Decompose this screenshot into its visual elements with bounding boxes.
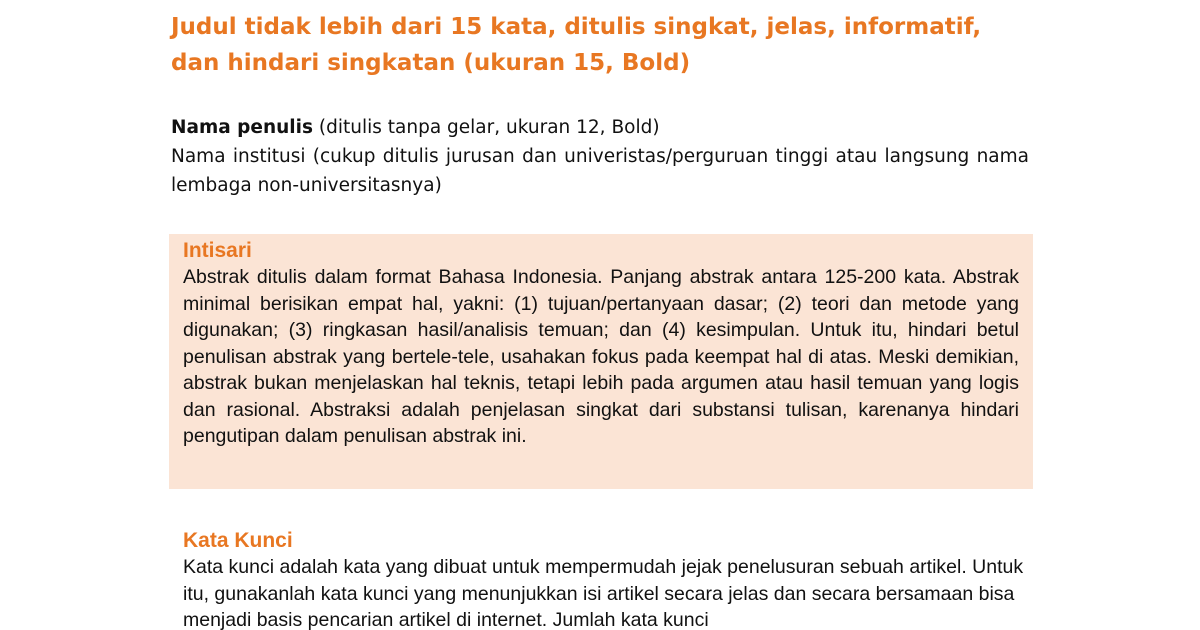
keyword-heading: Kata Kunci: [183, 529, 293, 552]
author-name-note: (ditulis tanpa gelar, ukuran 12, Bold): [313, 117, 660, 138]
article-title: Judul tidak lebih dari 15 kata, ditulis singkat, jelas, informatif, dan hindari singkatan (ukuran 15, Bold): [171, 14, 982, 76]
abstract-box: [169, 234, 1033, 489]
author-name-label: Nama penulis: [171, 117, 313, 138]
keyword-section: [183, 528, 1033, 630]
abstract-text: Abstrak ditulis dalam format Bahasa Indonesia. Panjang abstrak antara 125-200 kata. Abstrak minimal berisikan empat hal, yakni: (1) tujuan/pertanyaan dasar; (2) teori dan metode yang digunakan; (3) ringkasan hasil/analisis temuan; dan (4) kesimpulan. Untuk itu, hindari betul penulisan abstrak yang bertele-tele, usahakan fokus pada keempat hal di atas. Meski demikian, abstrak bukan menjelaskan hal teknis, tetapi lebih pada argumen atau hasil temuan yang logis dan rasional. Abstraksi adalah penjelasan singkat dari substansi tulisan, karenanya hindari pengutipan dalam penulisan abstrak ini.: [183, 266, 1019, 447]
keyword-text: Kata kunci adalah kata yang dibuat untuk mempermudah jejak penelusuran sebuah artikel. Untuk itu, gunakanlah kata kunci yang menunjukkan isi artikel secara jelas dan secara bersamaan bisa menjadi basis pencarian artikel di internet. Jumlah kata kunci: [183, 556, 1024, 630]
author-line: [171, 113, 1029, 142]
institution-line: Nama institusi (cukup ditulis jurusan dan univeristas/perguruan tinggi atau langsung nama lembaga non-universitasnya): [171, 146, 1029, 196]
author-block: [171, 113, 1029, 200]
abstract-heading: Intisari: [183, 239, 252, 262]
